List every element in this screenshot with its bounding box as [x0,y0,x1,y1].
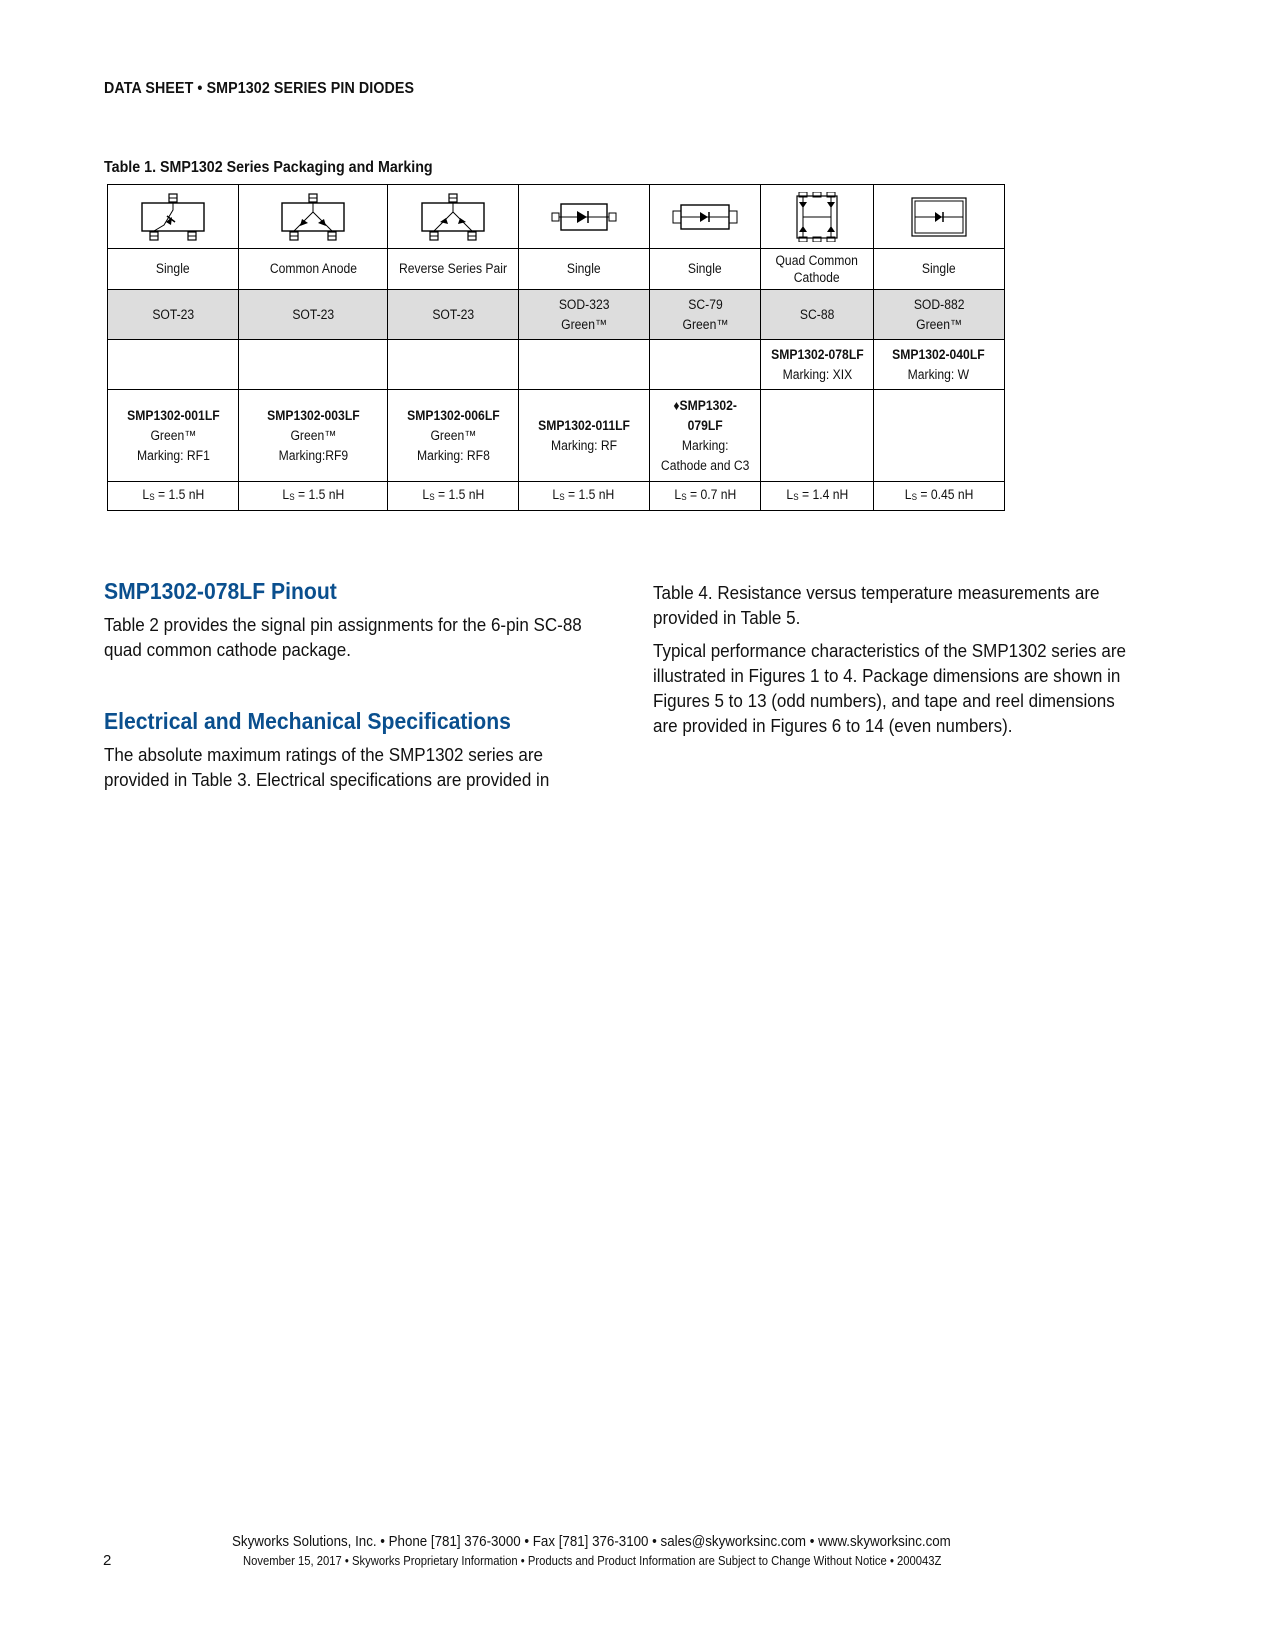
type-row [108,249,1005,290]
sot23-single-diode-icon [138,192,208,242]
marking-cell [761,390,873,482]
sc79-diode-icon [670,197,740,237]
inductance-row [108,482,1005,511]
package-cell: SC-79 Green™ [649,290,760,340]
inductance-cell: LS = 1.5 nH [518,482,649,511]
icon-row [108,185,1005,249]
inductance-cell: LS = 0.45 nH [873,482,1004,511]
package-cell: SOT-23 [239,290,388,340]
sod323-diode-icon [549,197,619,237]
package-cell: SOT-23 [388,290,518,340]
icon-cell [761,185,873,249]
package-row [108,290,1005,340]
inductance-cell: LS = 1.5 nH [388,482,518,511]
marking-cell: SMP1302-006LF Green™ Marking: RF8 [388,390,518,482]
inductance-cell: LS = 1.5 nH [108,482,239,511]
part-cell: SMP1302-040LF Marking: W [873,340,1004,390]
type-cell: Single [649,249,760,290]
icon-cell [108,185,239,249]
sot23-reverse-series-pair-icon [418,192,488,242]
footer-contact: Skyworks Solutions, Inc. • Phone [781] 376-3000 • Fax [781] 376-3100 • sales@skyworksinc.com • www.skyworksinc.com [232,1534,951,1550]
sot23-common-anode-icon [278,192,348,242]
package-cell: SOT-23 [108,290,239,340]
marking-cell [873,390,1004,482]
part-cell [108,340,239,390]
icon-cell [239,185,388,249]
column2-paragraph-1: Table 4. Resistance versus temperature measurements are provided in Table 5. [653,582,1100,628]
sod882-diode-icon [909,195,969,239]
type-cell: Single [108,249,239,290]
icon-cell [649,185,760,249]
section-heading-pinout: SMP1302-078LF Pinout [104,578,337,604]
page-header: DATA SHEET • SMP1302 SERIES PIN DIODES [104,80,415,97]
section-heading-specs: Electrical and Mechanical Specifications [104,708,511,734]
table-caption: Table 1. SMP1302 Series Packaging and Marking [104,159,433,176]
marking-cell: SMP1302-011LF Marking: RF [518,390,649,482]
part-cell [239,340,388,390]
icon-cell [873,185,1004,249]
page-number: 2 [103,1552,112,1569]
marking-cell: SMP1302-001LF Green™ Marking: RF1 [108,390,239,482]
icon-cell [518,185,649,249]
column2-paragraph-2: Typical performance characteristics of the SMP1302 series are illustrated in Figures 1 to 4. Package dimensions are shown in Figures 5 to 13 (odd numbers), and tape and reel dimensions are provided in Figures 6 to 14 (even numbers). [653,640,1126,736]
packaging-table [107,184,1005,511]
type-cell: Common Anode [239,249,388,290]
inductance-cell: LS = 1.4 nH [761,482,873,511]
footer-notice: November 15, 2017 • Skyworks Proprietary Information • Products and Product Information are Subject to Change Without Notice • 200043Z [243,1554,942,1568]
type-cell: Single [873,249,1004,290]
sc88-quad-diode-icon [789,192,845,242]
marking-row [108,390,1005,482]
inductance-cell: LS = 0.7 nH [649,482,760,511]
package-cell: SOD-323 Green™ [518,290,649,340]
type-cell: Single [518,249,649,290]
marking-cell: SMP1302-003LF Green™ Marking:RF9 [239,390,388,482]
type-cell: Quad Common Cathode [761,249,873,290]
part-cell [649,340,760,390]
part-cell [388,340,518,390]
section-text-pinout: Table 2 provides the signal pin assignments for the 6-pin SC-88 quad common cathode package. [104,614,582,660]
package-cell: SC-88 [761,290,873,340]
part-cell [518,340,649,390]
type-cell: Reverse Series Pair [388,249,518,290]
section-text-specs: The absolute maximum ratings of the SMP1302 series are provided in Table 3. Electrical specifications are provided in [104,744,550,790]
package-cell: SOD-882 Green™ [873,290,1004,340]
part-cell: SMP1302-078LF Marking: XIX [761,340,873,390]
icon-cell [388,185,518,249]
part-number-row [108,340,1005,390]
inductance-cell: LS = 1.5 nH [239,482,388,511]
marking-cell: ♦SMP1302- 079LF Marking: Cathode and C3 [649,390,760,482]
